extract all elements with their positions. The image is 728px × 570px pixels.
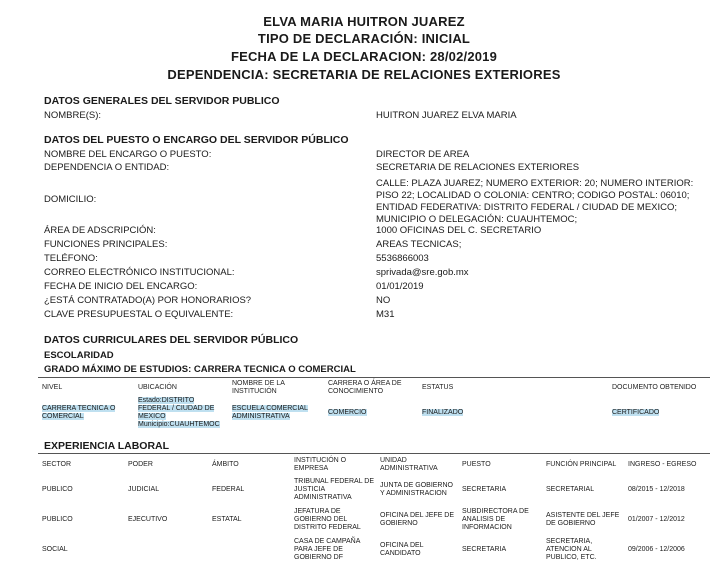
table-cell: ESCUELA COMERCIAL ADMINISTRATIVA [232, 405, 308, 420]
table-cell: PUBLICO [42, 516, 73, 523]
field-value: M31 [376, 309, 395, 320]
field-value: SECRETARIA DE RELACIONES EXTERIORES [376, 162, 580, 173]
field-value: 1000 OFICINAS DEL C. SECRETARIO [376, 225, 542, 236]
table-row [40, 505, 708, 535]
table-cell: 01/2007 - 12/2012 [628, 516, 685, 523]
field-label: FUNCIONES PRINCIPALES: [44, 239, 168, 250]
table-cell: 08/2015 - 12/2018 [628, 486, 685, 493]
max-grade-subtitle: GRADO MÁXIMO DE ESTUDIOS: CARRERA TECNICA O COMERCIAL [44, 364, 356, 375]
declaration-date: FECHA DE LA DECLARACION: 28/02/2019 [230, 49, 498, 64]
table-cell: JEFATURA DE GOBIERNO DEL DISTRITO FEDERAL [294, 508, 361, 531]
field-value: DIRECTOR DE AREA [376, 149, 470, 160]
column-header: UBICACIÓN [138, 384, 177, 391]
column-header: PUESTO [462, 461, 491, 468]
table-cell: OFICINA DEL JEFE DE GOBIERNO [380, 512, 455, 527]
table-header-row [40, 455, 708, 475]
field-label: ¿ESTÁ CONTRATADO(A) POR HONORARIOS? [44, 295, 252, 306]
section-general-data-title: DATOS GENERALES DEL SERVIDOR PUBLICO [44, 95, 280, 107]
table-cell: SUBDIRECTORA DE ANALISIS DE INFORMACION [462, 508, 529, 531]
column-header: INGRESO - EGRESO [628, 461, 697, 468]
column-header: UNIDAD ADMINISTRATIVA [380, 457, 438, 472]
table-cell: SECRETARIAL [546, 486, 595, 493]
table-cell: COMERCIO [328, 409, 367, 416]
table-cell: PUBLICO [42, 486, 73, 493]
column-header: SECTOR [42, 461, 72, 468]
field-label: FECHA DE INICIO DEL ENCARGO: [44, 281, 198, 292]
column-header: NOMBRE DE LA INSTITUCIÓN [232, 380, 285, 395]
column-header: ESTATUS [422, 384, 454, 391]
column-header: ÁMBITO [212, 461, 239, 468]
table-cell: JUDICIAL [128, 486, 160, 493]
table-cell: CASA DE CAMPAÑA PARA JEFE DE GOBIERNO DF [294, 538, 361, 561]
table-cell: CERTIFICADO [612, 409, 660, 416]
table-cell: SECRETARIA [462, 546, 507, 553]
field-value: CALLE: PLAZA JUAREZ; NUMERO EXTERIOR: 20; NUMERO INTERIOR: PISO 22; LOCALIDAD O COLONIA: CENTRO; CODIGO POSTAL: 06010; ENTIDAD FEDERATIVA: DISTRITO FEDERAL / CIUDAD DE MEXICO; MUNICIPIO O DELEGACIÓN: CUAUHTEMOC; [376, 178, 694, 225]
declaration-type: TIPO DE DECLARACIÓN: INICIAL [257, 31, 471, 46]
section-experience-title: EXPERIENCIA LABORAL [44, 440, 170, 452]
table-cell: JUNTA DE GOBIERNO Y ADMINISTRACION [380, 482, 453, 497]
field-value: 5536866003 [376, 253, 429, 264]
field-label: CORREO ELECTRÓNICO INSTITUCIONAL: [44, 267, 235, 278]
column-header: CARRERA O ÁREA DE CONOCIMIENTO [328, 380, 402, 395]
column-header: PODER [128, 461, 153, 468]
table-cell: ASISTENTE DEL JEFE DE GOBIERNO [546, 512, 620, 527]
column-header: NIVEL [42, 384, 63, 391]
field-value: sprivada@sre.gob.mx [376, 267, 469, 278]
table-cell: FEDERAL [212, 486, 245, 493]
table-row [40, 397, 708, 429]
dependency: DEPENDENCIA: SECRETARIA DE RELACIONES EXTERIORES [167, 67, 561, 82]
field-label: TELÉFONO: [44, 253, 98, 264]
section-position-title: DATOS DEL PUESTO O ENCARGO DEL SERVIDOR PÚBLICO [44, 134, 349, 146]
divider [38, 377, 710, 378]
field-value: AREAS TECNICAS; [376, 239, 462, 250]
field-label: CLAVE PRESUPUESTAL O EQUIVALENTE: [44, 309, 234, 320]
field-label: DOMICILIO: [44, 194, 97, 205]
schooling-subtitle: ESCOLARIDAD [44, 350, 114, 361]
field-label: NOMBRE DEL ENCARGO O PUESTO: [44, 149, 212, 160]
table-cell: Estado:DISTRITO FEDERAL / CIUDAD DE MEXICO Municipio:CUAUHTEMOC [138, 397, 220, 428]
column-header: INSTITUCIÓN O EMPRESA [294, 457, 347, 472]
table-cell: FINALIZADO [422, 409, 464, 416]
column-header: DOCUMENTO OBTENIDO [612, 384, 697, 391]
divider [38, 453, 710, 454]
schooling-table [40, 379, 708, 429]
field-value: NO [376, 295, 391, 306]
table-row [40, 475, 708, 505]
table-row [40, 535, 708, 565]
field-label: NOMBRE(S): [44, 110, 101, 121]
table-cell: SECRETARIA, ATENCION AL PUBLICO, ETC. [546, 538, 597, 561]
column-header: FUNCIÓN PRINCIPAL [546, 461, 617, 468]
table-cell [126, 535, 210, 565]
field-label: ÁREA DE ADSCRIPCIÓN: [44, 225, 156, 236]
table-cell: CARRERA TECNICA O COMERCIAL [42, 405, 116, 420]
table-cell: TRIBUNAL FEDERAL DE JUSTICIA ADMINISTRATIVA [294, 478, 374, 501]
table-cell [210, 535, 292, 565]
table-cell: SOCIAL [42, 546, 68, 553]
section-curricular-title: DATOS CURRICULARES DEL SERVIDOR PÚBLICO [44, 334, 299, 346]
field-label: DEPENDENCIA O ENTIDAD: [44, 162, 170, 173]
table-cell: OFICINA DEL CANDIDATO [380, 542, 424, 557]
field-value: 01/01/2019 [376, 281, 424, 292]
table-cell: 09/2006 - 12/2006 [628, 546, 685, 553]
table-cell: EJECUTIVO [128, 516, 168, 523]
experience-table [40, 455, 708, 565]
table-cell: ESTATAL [212, 516, 242, 523]
field-value: HUITRON JUAREZ ELVA MARIA [376, 110, 517, 121]
table-header-row [40, 379, 708, 397]
table-cell: SECRETARIA [462, 486, 507, 493]
declarant-name: ELVA MARIA HUITRON JUAREZ [263, 14, 465, 29]
